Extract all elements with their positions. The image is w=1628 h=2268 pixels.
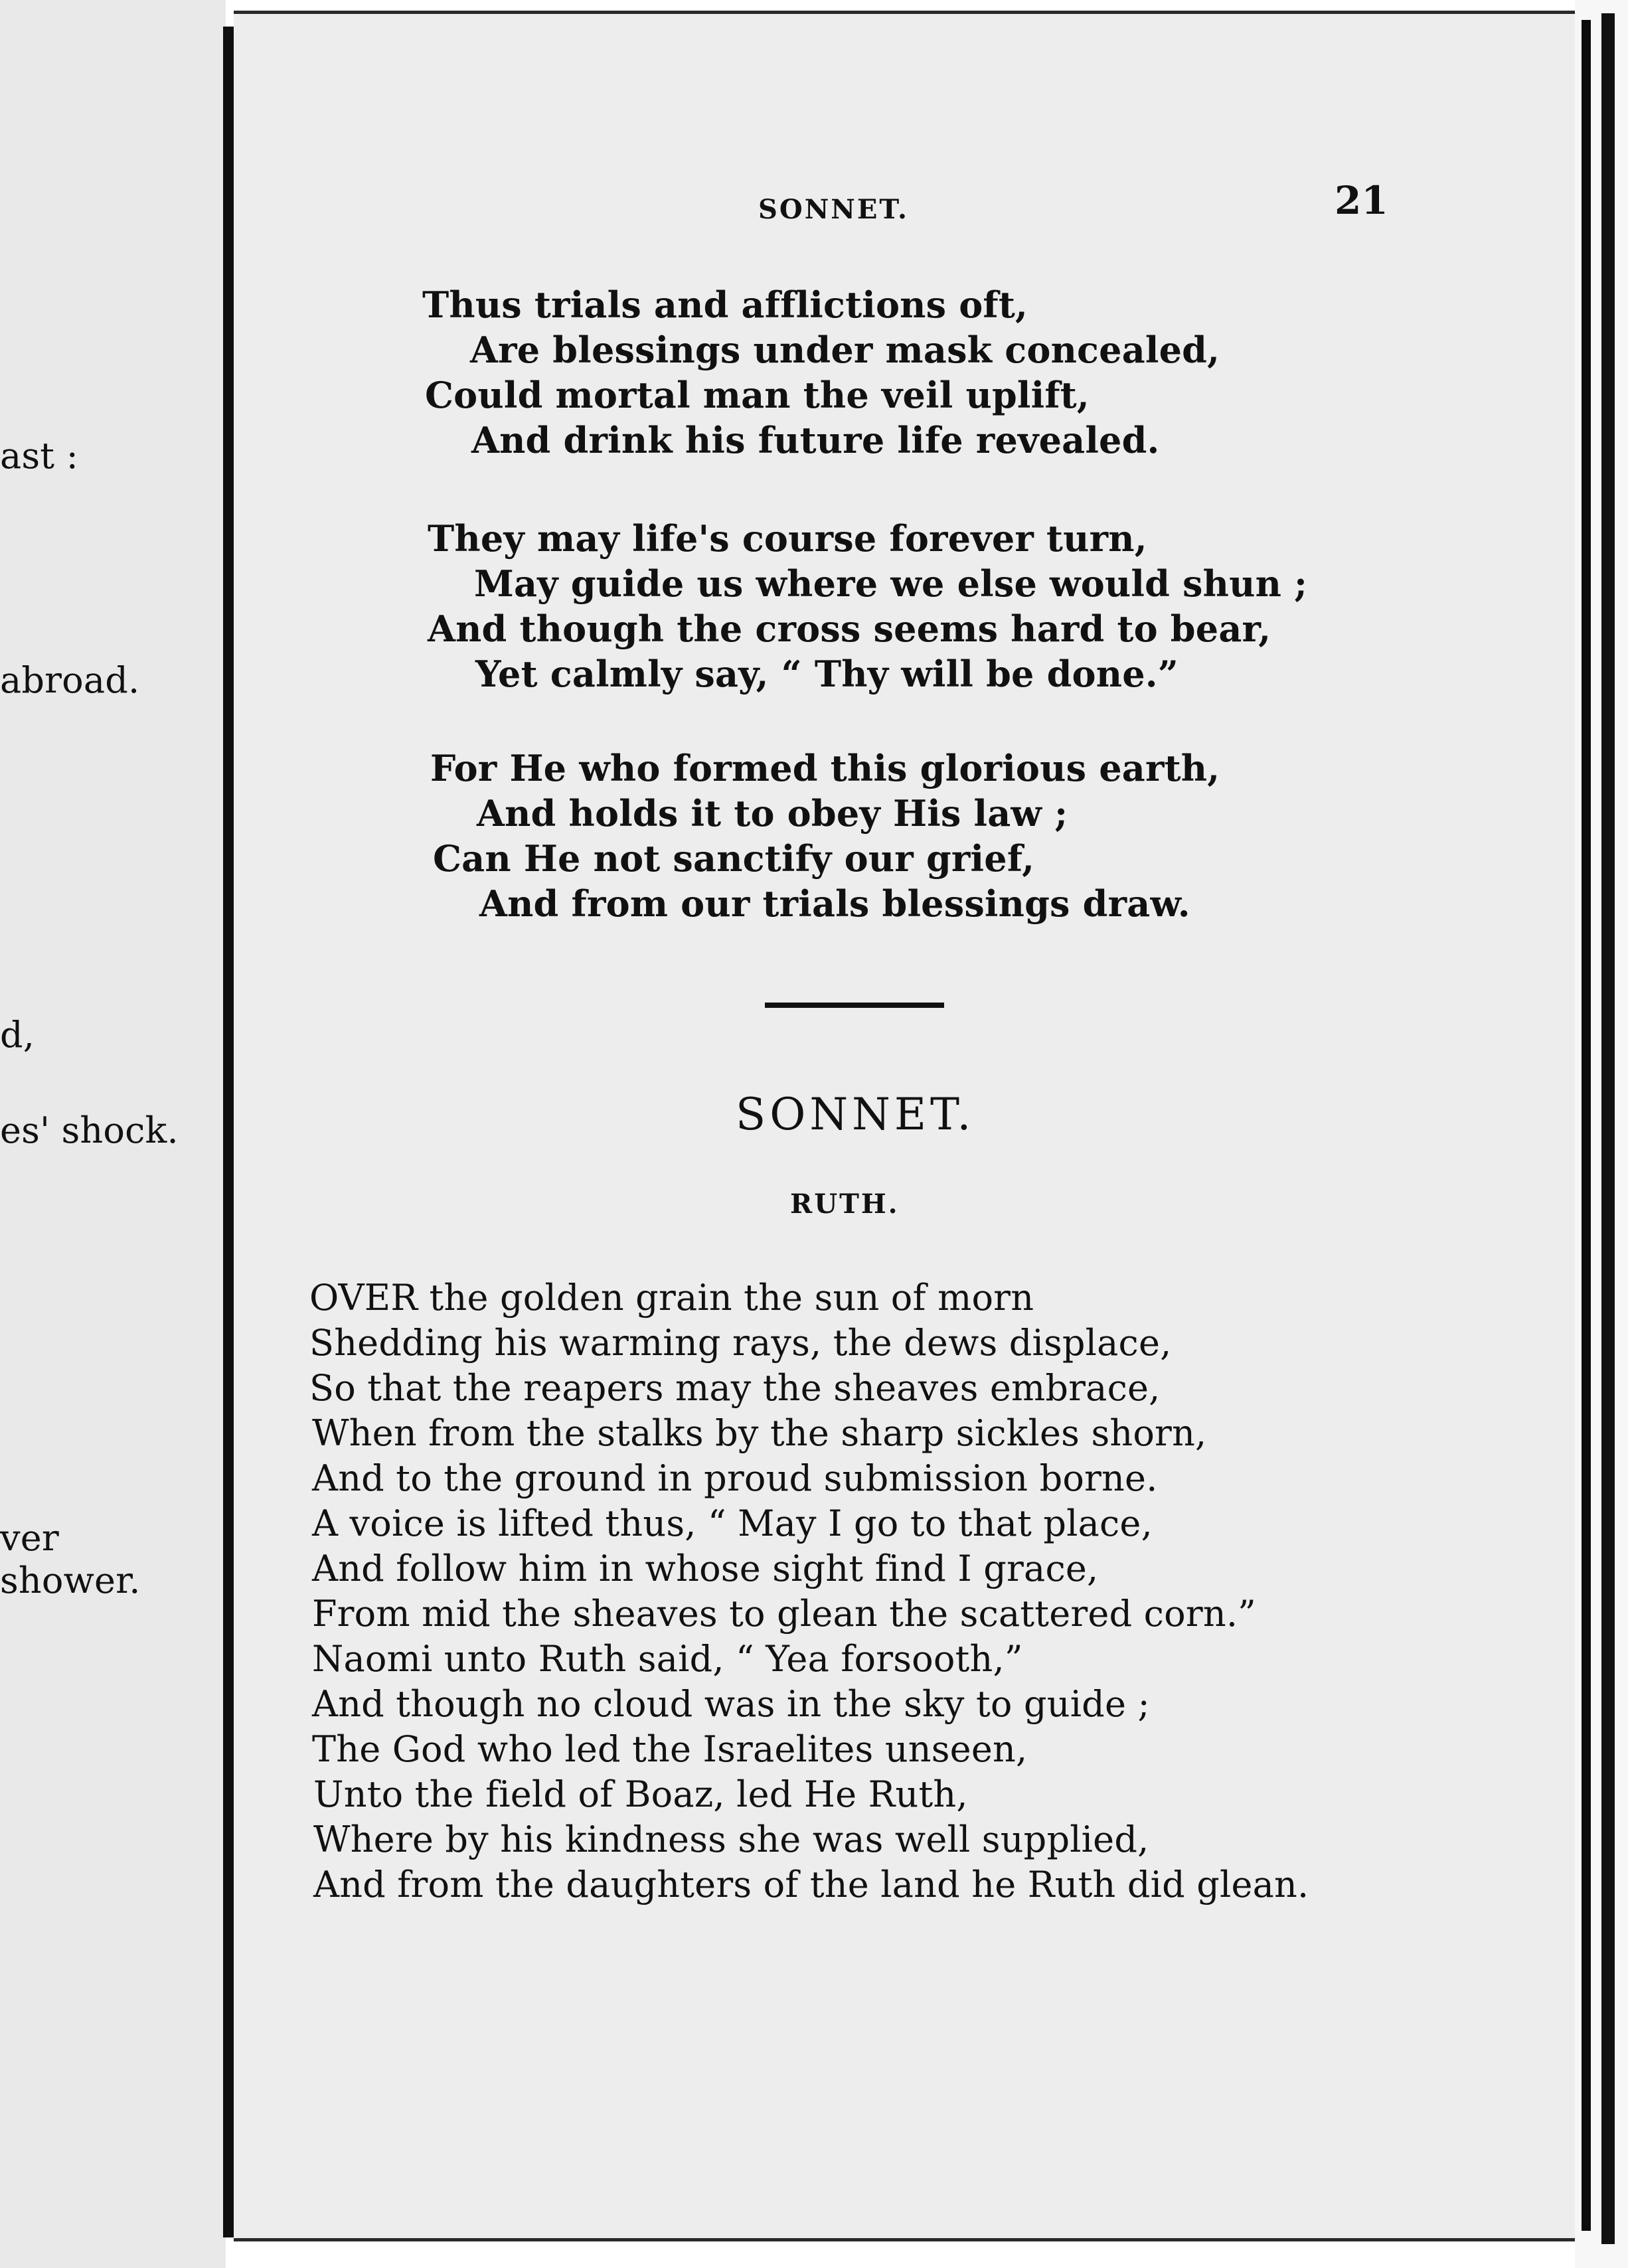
verse-line: Naomi unto Ruth said, “ Yea forsooth,” [312,1638,1023,1680]
verse-line: And from our trials blessings draw. [479,882,1190,925]
fragment-line: es' shock. [0,1109,179,1151]
verse-line: Shedding his warming rays, the dews displace, [309,1322,1172,1364]
verse-line: And holds it to obey His law ; [477,792,1068,835]
right-edge-shadow [1582,20,1591,2231]
verse-line: And from the daughters of the land he Ruth did glean. [313,1864,1309,1905]
verse-line: A voice is lifted thus, “ May I go to that place, [312,1502,1153,1544]
running-head: SONNET. [758,194,909,225]
verse-line: Could mortal man the veil uplift, [425,374,1090,416]
right-edge-border [1601,13,1615,2244]
fragment-line: d, [0,1014,35,1056]
verse-line: And though no cloud was in the sky to guide ; [312,1683,1150,1725]
verse-line: And though the cross seems hard to bear, [428,608,1271,650]
verse-line: Can He not sanctify our grief, [433,837,1035,880]
verse-line: May guide us where we else would shun ; [474,562,1308,605]
verse-line: And to the ground in proud submission borne. [312,1457,1158,1499]
book-gutter-line [223,27,234,2237]
fragment-line: ver [0,1517,59,1559]
verse-line: The God who led the Israelites unseen, [312,1728,1028,1770]
verse-line: When from the stalks by the sharp sickles shorn, [312,1412,1207,1454]
verse-line: Thus trials and afflictions oft, [422,284,1028,326]
fragment-line: abroad. [0,659,140,701]
verse-line: From mid the sheaves to glean the scattered corn.” [312,1593,1256,1635]
verse-line: Where by his kindness she was well supplied, [313,1819,1149,1860]
verse-line: Are blessings under mask concealed, [470,329,1220,371]
section-divider [765,1003,944,1008]
poem-title: SONNET. [736,1089,975,1140]
page-number: 21 [1335,178,1388,223]
verse-line: Yet calmly say, “ Thy will be done.” [475,653,1179,695]
verse-line: For He who formed this glorious earth, [430,747,1220,789]
verse-line: So that the reapers may the sheaves embrace, [309,1367,1161,1409]
verse-line: And follow him in whose sight find I grace, [312,1548,1099,1589]
fragment-line: ast : [0,435,78,477]
verse-line: Unto the field of Boaz, led He Ruth, [313,1773,968,1815]
verse-line: And drink his future life revealed. [471,419,1160,461]
verse-line: They may life's course forever turn, [428,517,1147,560]
poem-subtitle: RUTH. [790,1188,900,1220]
verse-line: OVER the golden grain the sun of morn [309,1277,1034,1319]
fragment-line: shower. [0,1560,141,1601]
